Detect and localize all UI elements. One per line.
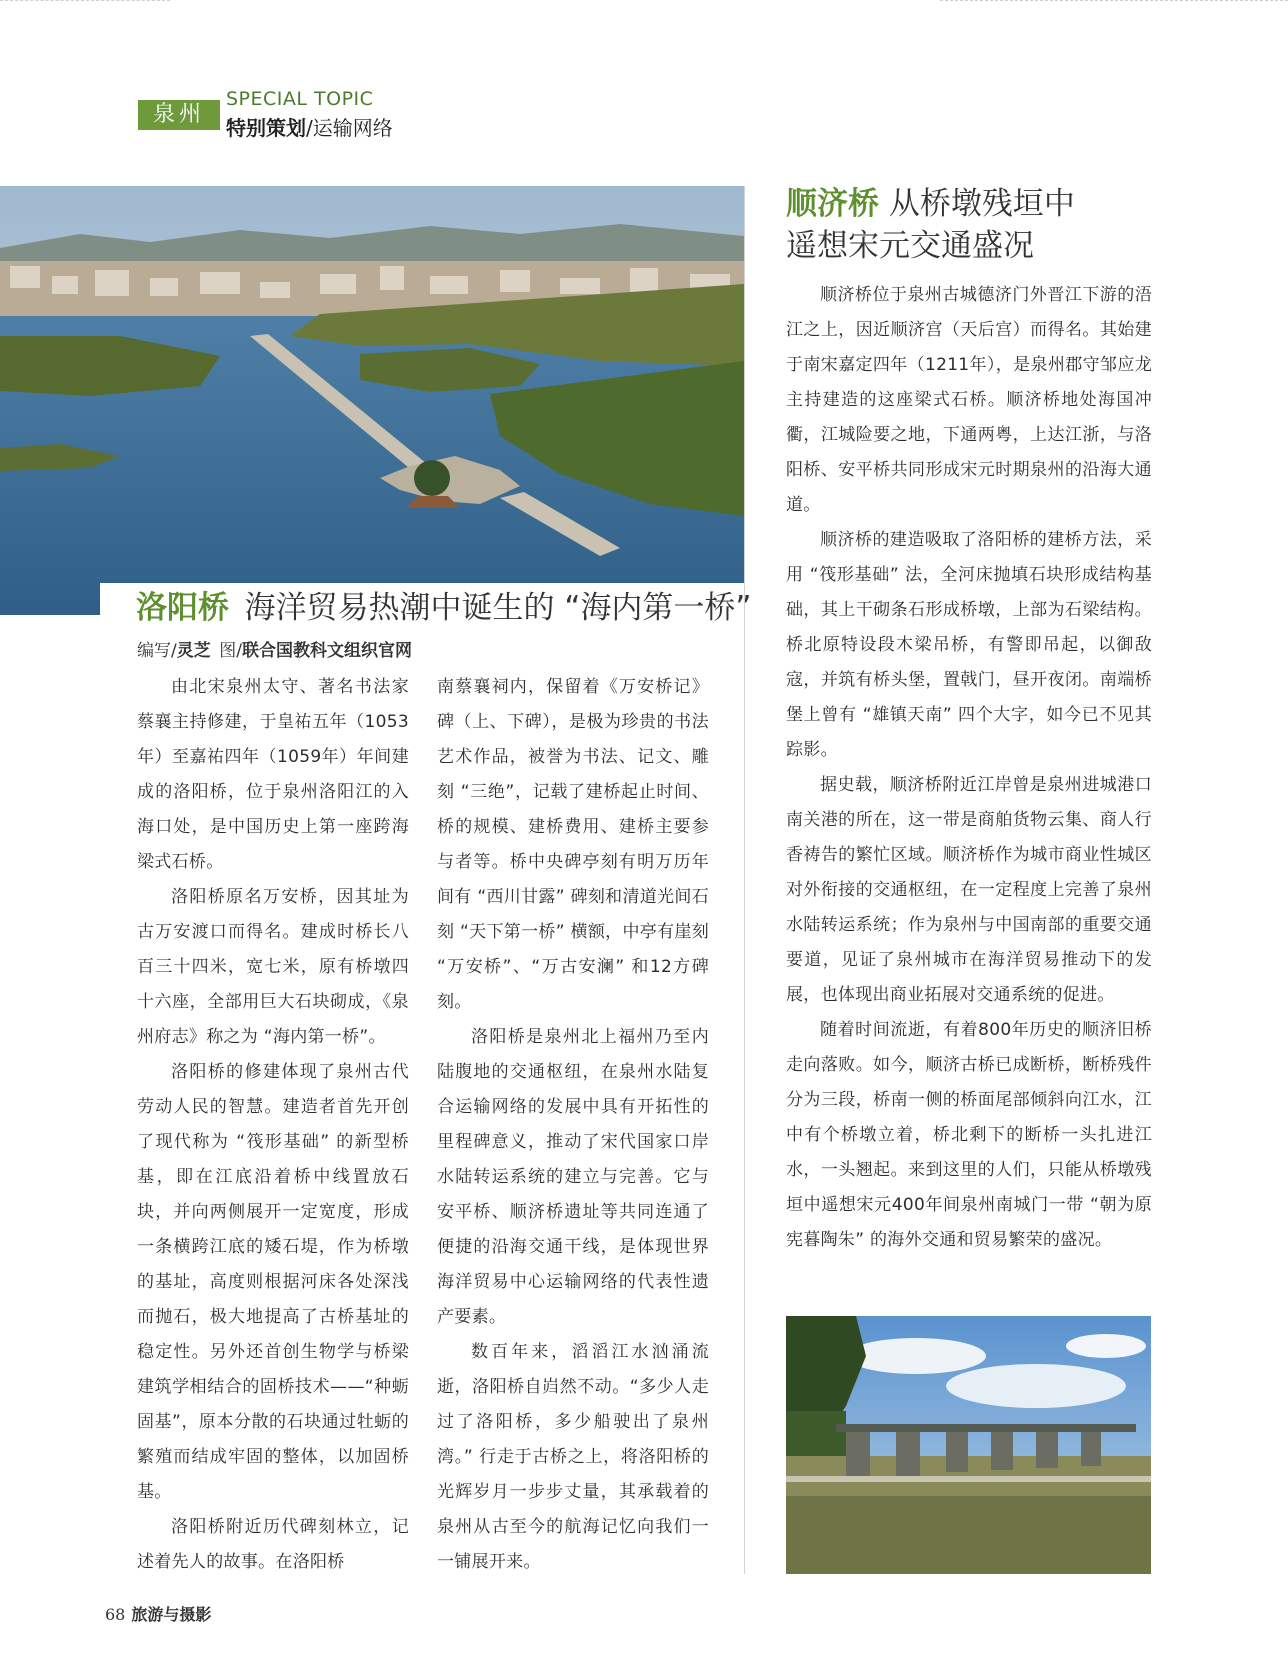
- section-bold: 特别策划: [226, 116, 306, 140]
- magazine-name: 旅游与摄影: [131, 1605, 212, 1624]
- title-highlight: 洛阳桥: [136, 590, 229, 626]
- paragraph: 洛阳桥是泉州北上福州乃至内陆腹地的交通枢纽，在泉州水陆复合运输网络的发展中具有开拓性的里程碑意义，推动了宋代国家口岸水陆转运系统的建立与完善。它与安平桥、顺济桥遗址等共同连通了便捷的沿海交通干线，是体现世界海洋贸易中心运输网络的代表性遗产要素。: [437, 1027, 709, 1327]
- side-article-text: [786, 278, 1152, 1258]
- paragraph: 顺济桥位于泉州古城德济门外晋江下游的浯江之上，因近顺济宫（天后宫）而得名。其始建于南宋嘉定四年（1211年），是泉州郡守邹应龙主持建造的这座梁式石桥。顺济桥地处海国冲衢，江城险要之地，下通两粤，上达江浙，与洛阳桥、安平桥共同形成宋元时期泉州的沿海大通道。: [786, 285, 1152, 515]
- section-sub: /运输网络: [306, 116, 393, 140]
- paragraph: 洛阳桥附近历代碑刻林立，记述着先人的故事。在洛阳桥: [137, 1517, 409, 1572]
- side-title-line-1: [786, 183, 1166, 225]
- article-title: [136, 588, 751, 628]
- byline-photo-prefix: 图/: [219, 641, 242, 661]
- byline-author: 灵芝: [176, 641, 211, 661]
- page-footer: [105, 1602, 211, 1625]
- paragraph: 顺济桥的建造吸取了洛阳桥的建桥方法，采用 “筏形基础” 法，全河床抛填石块形成结构基础，其上干砌条石形成桥墩，上部为石梁结构。桥北原特设段木梁吊桥，有警即吊起，以御敌寇，并筑有桥头堡，置戟门，昼开夜闭。南端桥堡上曾有 “雄镇天南” 四个大字，如今已不见其踪影。: [786, 530, 1152, 760]
- paragraph-continuation: 南蔡襄祠内，保留着《万安桥记》碑（上、下碑），是极为珍贵的书法艺术作品，被誉为书法、记文、雕刻 “三绝”，记载了建桥起止时间、桥的规模、建桥费用、建桥主要参与者等。桥中央碑亭刻有明万历年间有 “西川甘露” 碑刻和清道光间石刻 “天下第一桥” 横额，中亭有崖刻 “万安桥”、“万古安澜” 和12方碑刻。: [437, 677, 709, 1012]
- shunji-bridge-photo: [786, 1316, 1151, 1574]
- byline-prefix: 编写/: [137, 641, 177, 661]
- byline: [137, 636, 412, 661]
- title-rest: 海洋贸易热潮中诞生的 “海内第一桥”: [244, 590, 752, 626]
- paragraph: 数百年来，滔滔江水汹涌流逝，洛阳桥自岿然不动。“多少人走过了洛阳桥，多少船驶出了泉州湾。” 行走于古桥之上，将洛阳桥的光辉岁月一步步丈量，其承载着的泉州从古至今的航海记忆向我们一一铺展开来。: [437, 1342, 709, 1572]
- luoyang-bridge-photo: [0, 186, 744, 615]
- side-title-rest: 从桥墩残垣中: [888, 186, 1075, 222]
- article-column-2: [437, 670, 709, 1580]
- side-title-line-2: 遥想宋元交通盛况: [786, 228, 1034, 264]
- column-divider: [744, 186, 745, 1574]
- byline-photo-source: 联合国教科文组织官网: [241, 641, 412, 661]
- paragraph: 据史载，顺济桥附近江岸曾是泉州进城港口南关港的所在，这一带是商舶货物云集、商人行香祷告的繁忙区域。顺济桥作为城市商业性城区对外衔接的交通枢纽，在一定程度上完善了泉州水陆转运系统；作为泉州与中国南部的重要交通要道，见证了泉州城市在海洋贸易推动下的发展，也体现出商业拓展对交通系统的促进。: [786, 775, 1152, 1005]
- paragraph: 随着时间流逝，有着800年历史的顺济旧桥走向落败。如今，顺济古桥已成断桥，断桥残件分为三段，桥南一侧的桥面尾部倾斜向江水，江中有个桥墩立着，桥北剩下的断桥一头扎进江水，一头翘起。来到这里的人们，只能从桥墩残垣中遥想宋元400年间泉州南城门一带 “朝为原宪暮陶朱” 的海外交通和贸易繁荣的盛况。: [786, 1020, 1152, 1250]
- city-badge: 泉州: [138, 100, 220, 130]
- paragraph: 洛阳桥的修建体现了泉州古代劳动人民的智慧。建造者首先开创了现代称为 “筏形基础” 的新型桥基，即在江底沿着桥中线置放石块，并向两侧展开一定宽度，形成一条横跨江底的矮石堤，作为桥墩的基址，高度则根据河床各处深浅而抛石，极大地提高了古桥基址的稳定性。另外还首创生物学与桥梁建筑学相结合的固桥技术——“种蛎固基”，原本分散的石块通过牡蛎的繁殖而结成牢固的整体，以加固桥基。: [137, 1062, 409, 1502]
- side-article-title: [786, 183, 1166, 267]
- section-label: [226, 112, 393, 141]
- article-column-1: [137, 670, 409, 1580]
- top-dashed-line-left: [0, 0, 170, 3]
- page-number: 68: [105, 1605, 126, 1624]
- top-dashed-line-right: [940, 0, 1288, 3]
- paragraph: 由北宋泉州太守、著名书法家蔡襄主持修建，于皇祐五年（1053年）至嘉祐四年（1059年）年间建成的洛阳桥，位于泉州洛阳江的入海口处，是中国历史上第一座跨海梁式石桥。: [137, 677, 409, 872]
- paragraph: 洛阳桥原名万安桥，因其址为古万安渡口而得名。建成时桥长八百三十四米，宽七米，原有桥墩四十六座，全部用巨大石块砌成，《泉州府志》称之为 “海内第一桥”。: [137, 887, 409, 1047]
- side-title-highlight: 顺济桥: [786, 186, 879, 222]
- special-topic-label: SPECIAL TOPIC: [226, 88, 374, 110]
